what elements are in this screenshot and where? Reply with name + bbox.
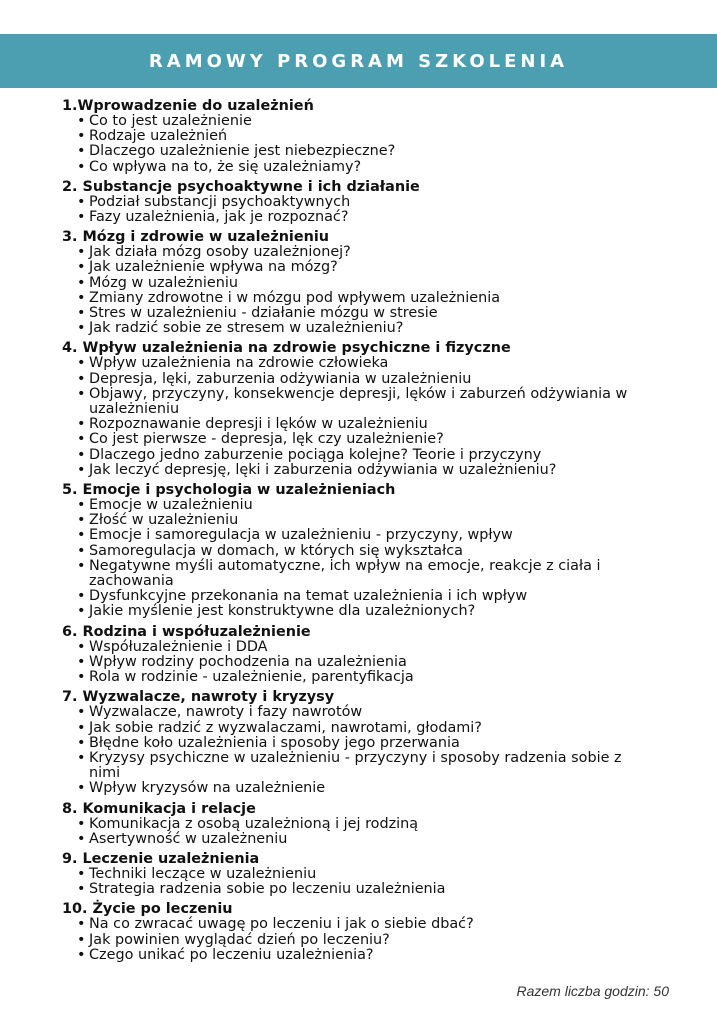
- section-title: 3. Mózg i zdrowie w uzależnieniu: [62, 229, 330, 246]
- topic-item: • Dlaczego jedno zaburzenie pociąga kolejne? Teorie i przyczyny: [62, 448, 652, 463]
- topic-item: • Zmiany zdrowotne i w mózgu pod wpływem uzależnienia: [62, 291, 652, 306]
- program-section: [62, 901, 652, 963]
- section-title: 4. Wpływ uzależnienia na zdrowie psychiczne i fizyczne: [62, 340, 511, 357]
- topic-item: • Dlaczego uzależnienie jest niebezpieczne?: [62, 144, 652, 159]
- program-section: [62, 482, 652, 620]
- program-section: [62, 340, 652, 478]
- topic-item: • Asertywność w uzależneniu: [62, 832, 652, 847]
- topic-item: • Jak powinien wyglądać dzień po leczeniu?: [62, 933, 652, 948]
- topic-item: • Fazy uzależnienia, jak je rozpoznać?: [62, 210, 652, 225]
- topic-item: • Wpływ uzależnienia na zdrowie człowieka: [62, 356, 652, 371]
- topic-item: • Emocje w uzależnieniu: [62, 498, 652, 513]
- topic-item: • Wyzwalacze, nawroty i fazy nawrotów: [62, 705, 652, 720]
- program-section: [62, 179, 652, 225]
- topic-item: • Jak sobie radzić z wyzwalaczami, nawrotami, głodami?: [62, 721, 652, 736]
- topic-item: • Podział substancji psychoaktywnych: [62, 195, 652, 210]
- topic-list: [62, 867, 652, 897]
- section-title: 6. Rodzina i współuzależnienie: [62, 623, 311, 640]
- topic-item: • Błędne koło uzależnienia i sposoby jego przerwania: [62, 736, 652, 751]
- topic-item: • Co to jest uzależnienie: [62, 114, 652, 129]
- topic-item: • Złość w uzależnieniu: [62, 513, 652, 528]
- topic-item: • Samoregulacja w domach, w których się wykształca: [62, 544, 652, 559]
- topic-item: • Techniki leczące w uzależnieniu: [62, 867, 652, 882]
- topic-item: • Współuzależnienie i DDA: [62, 640, 652, 655]
- topic-item: • Wpływ rodziny pochodzenia na uzależnienia: [62, 655, 652, 670]
- topic-item: • Co jest pierwsze - depresja, lęk czy uzależnienie?: [62, 432, 652, 447]
- topic-list: [62, 705, 652, 796]
- topic-item: • Strategia radzenia sobie po leczeniu uzależnienia: [62, 882, 652, 897]
- section-title: 8. Komunikacja i relacje: [62, 800, 256, 817]
- topic-item: • Wpływ kryzysów na uzależnienie: [62, 781, 652, 796]
- topic-item: • Depresja, lęki, zaburzenia odżywiania w uzależnieniu: [62, 372, 652, 387]
- section-title: 2. Substancje psychoaktywne i ich działanie: [62, 178, 420, 195]
- program-section: [62, 624, 652, 686]
- topic-item: • Jakie myślenie jest konstruktywne dla uzależnionych?: [62, 604, 652, 619]
- topic-item: • Objawy, przyczyny, konsekwencje depresji, lęków i zaburzeń odżywiania w uzależnieniu: [62, 387, 652, 417]
- title-banner: [0, 34, 717, 88]
- topic-item: • Czego unikać po leczeniu uzależnienia?: [62, 948, 652, 963]
- topic-list: [62, 356, 652, 478]
- topic-item: • Rozpoznawanie depresji i lęków w uzależnieniu: [62, 417, 652, 432]
- topic-list: [62, 817, 652, 847]
- topic-item: • Jak uzależnienie wpływa na mózg?: [62, 260, 652, 275]
- topic-item: • Jak leczyć depresję, lęki i zaburzenia odżywiania w uzależnieniu?: [62, 463, 652, 478]
- topic-item: • Jak działa mózg osoby uzależnionej?: [62, 245, 652, 260]
- program-section: [62, 689, 652, 796]
- section-title: 1.Wprowadzenie do uzależnień: [62, 98, 314, 114]
- topic-item: • Negatywne myśli automatyczne, ich wpływ na emocje, reakcje z ciała i zachowania: [62, 559, 652, 589]
- topic-item: • Stres w uzależnieniu - działanie mózgu w stresie: [62, 306, 652, 321]
- topic-item: • Emocje i samoregulacja w uzależnieniu - przyczyny, wpływ: [62, 528, 652, 543]
- topic-list: [62, 917, 652, 963]
- program-section: [62, 229, 652, 336]
- total-hours: Razem liczba godzin: 50: [516, 983, 669, 999]
- topic-list: [62, 195, 652, 225]
- topic-item: • Kryzysy psychiczne w uzależnieniu - przyczyny i sposoby radzenia sobie z nimi: [62, 751, 652, 781]
- topic-list: [62, 114, 652, 175]
- topic-item: • Rodzaje uzależnień: [62, 129, 652, 144]
- topic-item: • Mózg w uzależnieniu: [62, 276, 652, 291]
- program-content: [62, 98, 652, 967]
- topic-list: [62, 498, 652, 620]
- topic-item: • Komunikacja z osobą uzależnioną i jej rodziną: [62, 817, 652, 832]
- topic-item: • Na co zwracać uwagę po leczeniu i jak o siebie dbać?: [62, 917, 652, 932]
- topic-list: [62, 640, 652, 686]
- program-section: [62, 801, 652, 847]
- section-title: 10. Życie po leczeniu: [62, 901, 233, 918]
- topic-item: • Rola w rodzinie - uzależnienie, parentyfikacja: [62, 670, 652, 685]
- section-title: 7. Wyzwalacze, nawroty i kryzysy: [62, 689, 335, 706]
- program-section: [62, 851, 652, 897]
- topic-item: • Jak radzić sobie ze stresem w uzależnieniu?: [62, 321, 652, 336]
- section-title: 5. Emocje i psychologia w uzależnieniach: [62, 482, 396, 499]
- page-title: RAMOWY PROGRAM SZKOLENIA: [148, 50, 569, 72]
- topic-list: [62, 245, 652, 336]
- topic-item: • Co wpływa na to, że się uzależniamy?: [62, 160, 652, 175]
- section-title: 9. Leczenie uzależnienia: [62, 850, 260, 867]
- program-section: [62, 98, 652, 175]
- topic-item: • Dysfunkcyjne przekonania na temat uzależnienia i ich wpływ: [62, 589, 652, 604]
